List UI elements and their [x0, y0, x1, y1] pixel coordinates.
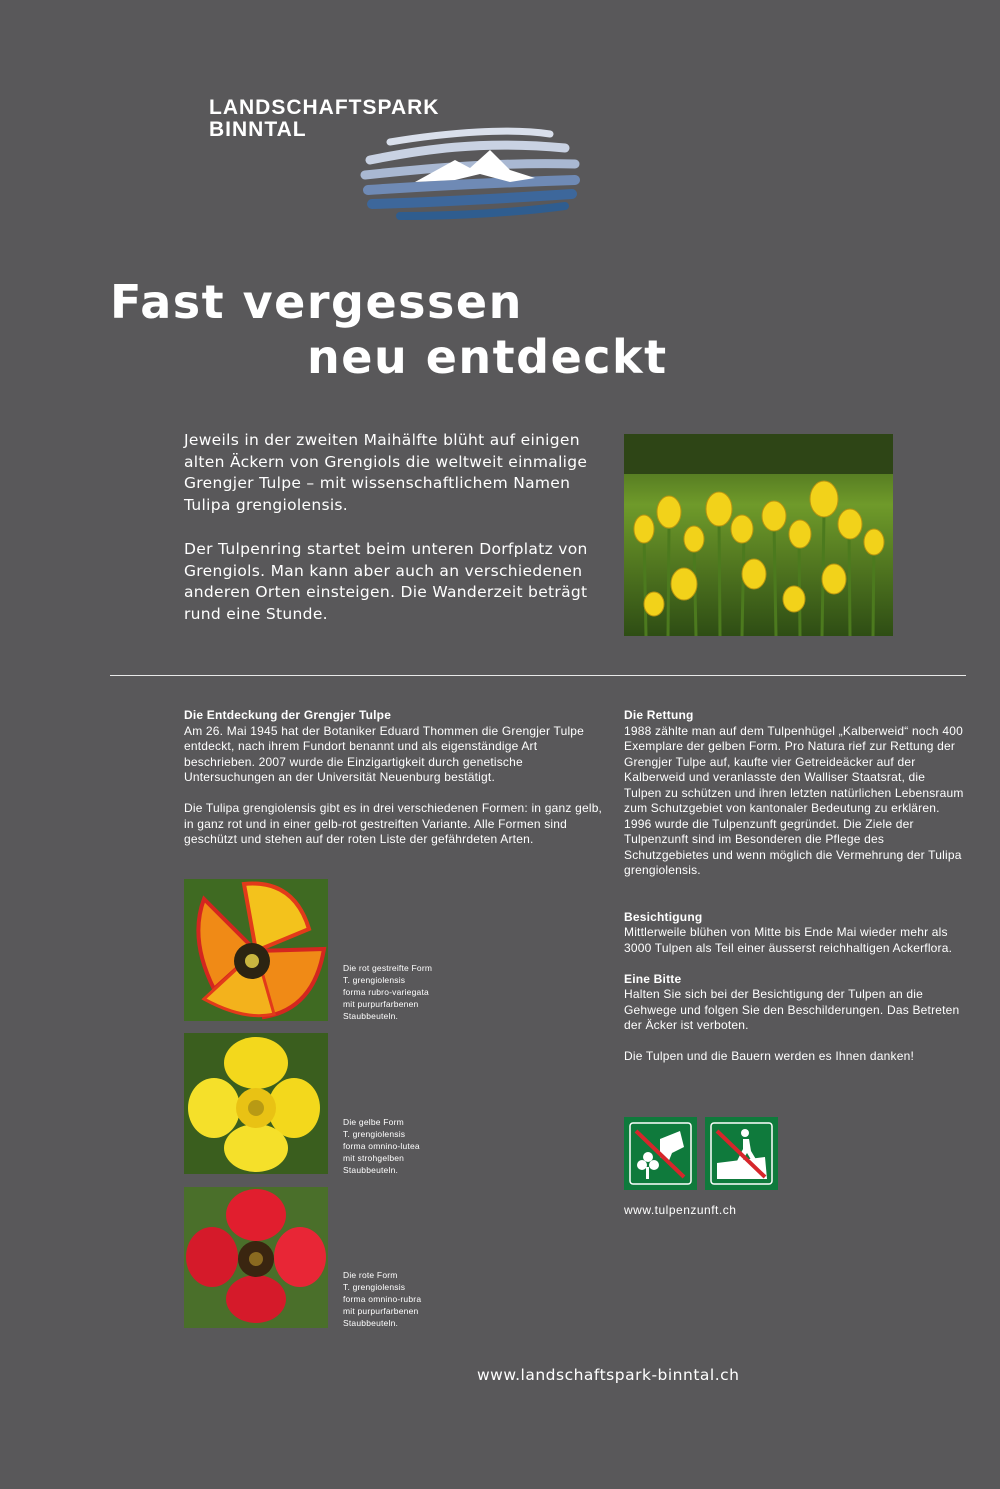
request-paragraph-1: Halten Sie sich bei der Besichtigung der Tulpen an die Gehwege und folgen Sie den Beschilderungen. Das Betreten der Äcker ist verboten. — [624, 987, 960, 1032]
red-tulip-photo — [184, 1187, 328, 1328]
discovery-heading: Die Entdeckung der Grengjer Tulpe — [184, 708, 392, 722]
no-walking-on-fields-icon — [705, 1117, 778, 1190]
discovery-section — [184, 708, 604, 848]
yellow-tulip-photo — [184, 1033, 328, 1174]
rescue-heading: Die Rettung — [624, 708, 694, 722]
red-striped-form-caption: Die rot gestreifte Form T. grengiolensis forma rubro-variegata mit purpurfarbenen Staubbeuteln. — [343, 963, 433, 1021]
page-title-line-2: neu entdeckt — [307, 330, 668, 384]
spacer — [624, 956, 964, 972]
spacer — [624, 879, 964, 910]
request-heading: Eine Bitte — [624, 971, 682, 986]
brand-line-1: LANDSCHAFTSPARK — [209, 96, 440, 119]
tulpenzunft-link[interactable]: www.tulpenzunft.ch — [624, 1203, 737, 1217]
brand-line-2: BINNTAL — [209, 118, 307, 141]
tulip-field-photo — [624, 434, 893, 636]
rescue-section — [624, 708, 964, 1065]
red-form-caption: Die rote Form T. grengiolensis forma omnino-rubra mit purpurfarbenen Staubbeuteln. — [343, 1270, 422, 1328]
red-striped-tulip-photo — [184, 879, 328, 1021]
rescue-paragraph: 1988 zählte man auf dem Tulpenhügel „Kalberweid“ noch 400 Exemplare der gelben Form. Pro Natura rief zur Rettung der Grengjer Tulpe auf, kaufte vier Getreideäcker auf der Kalberweid und veranlasste den Walliser Staatsrat, die Tulpen zu schützen und ihren letzten natürlichen Lebensraum zum Schutzgebiet von kantonaler Bedeutung zu erklären. 1996 wurde die Tulpenzunft gegründet. Die Ziele der Tulpenzunft sind im Besonderen die Pflege des Schutzgebietes und wenn möglich die Vermehrung der Tulipa grengiolensis. — [624, 723, 964, 877]
spacer — [624, 1034, 964, 1050]
intro-paragraph-1: Jeweils in der zweiten Maihälfte blüht auf einigen alten Äckern von Grengiols die weltweit einmalige Grengjer Tulpe – mit wissenschaftlichem Namen Tulipa grengiolensis. — [184, 431, 588, 514]
visit-paragraph: Mittlerweile blühen von Mitte bis Ende Mai wieder mehr als 3000 Tulpen als Teil einer äusserst reichhaltigen Ackerflora. — [624, 925, 953, 955]
park-website-link[interactable]: www.landschaftspark-binntal.ch — [477, 1366, 740, 1384]
yellow-form-caption: Die gelbe Form T. grengiolensis forma omnino-lutea mit strohgelben Staubbeuteln. — [343, 1117, 420, 1175]
mountain-logo-icon — [360, 120, 580, 225]
discovery-paragraph-1: Am 26. Mai 1945 hat der Botaniker Eduard Thommen die Grengjer Tulpe entdeckt, nach ihrem Fundort benannt und als eigenständige Art beschrieben. 2007 wurde die Einzigartigkeit durch genetische Untersuchungen an der Universität Neuenburg bestätigt. — [184, 723, 585, 784]
intro-paragraph-2: Der Tulpenring startet beim unteren Dorfplatz von Grengiols. Man kann aber auch an verschiedenen anderen Orten einsteigen. Die Wanderzeit beträgt rund eine Stunde. — [184, 540, 588, 623]
visit-heading: Besichtigung — [624, 909, 703, 924]
page-title-line-1: Fast vergessen — [110, 275, 523, 329]
no-picking-flowers-icon — [624, 1117, 697, 1190]
request-paragraph-2: Die Tulpen und die Bauern werden es Ihnen danken! — [624, 1049, 915, 1063]
discovery-paragraph-2: Die Tulipa grengiolensis gibt es in drei verschiedenen Formen: in ganz gelb, in ganz rot und in einer gelb-rot gestreiften Variante. Alle Formen sind geschützt und stehen auf der roten Liste der gefährdeten Arten. — [184, 801, 603, 846]
section-divider — [110, 675, 966, 676]
